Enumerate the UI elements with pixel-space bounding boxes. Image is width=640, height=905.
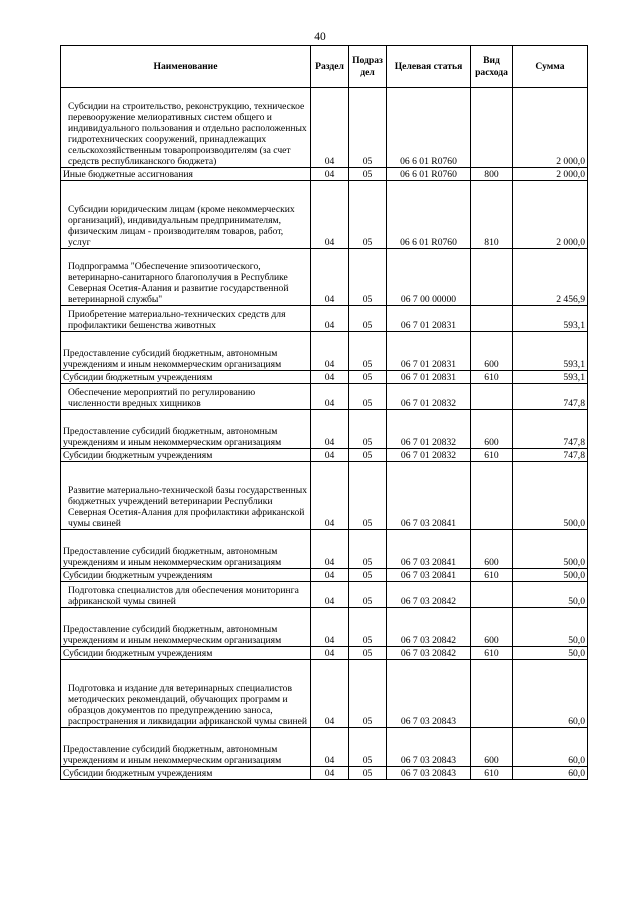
table-row	[61, 647, 588, 660]
cell-razdel: 04	[311, 384, 349, 410]
header-podrazdel: Подраз дел	[349, 46, 387, 88]
cell-vid: 800	[471, 168, 513, 181]
cell-razdel: 04	[311, 647, 349, 660]
cell-sum: 593,1	[513, 332, 588, 371]
cell-name: Иные бюджетные ассигнования	[61, 168, 311, 181]
header-sum: Сумма	[513, 46, 588, 88]
cell-razdel: 04	[311, 728, 349, 767]
cell-name: Предоставление субсидий бюджетным, автономным учреждениям и иным некоммерческим организациям	[61, 608, 311, 647]
cell-vid: 610	[471, 449, 513, 462]
cell-target: 06 7 03 20842	[387, 582, 471, 608]
cell-target: 06 7 03 20843	[387, 660, 471, 728]
cell-sum: 2 000,0	[513, 168, 588, 181]
cell-razdel: 04	[311, 767, 349, 780]
budget-table	[60, 45, 588, 780]
cell-razdel: 04	[311, 449, 349, 462]
table-body	[61, 88, 588, 780]
header-razdel: Раздел	[311, 46, 349, 88]
table-row	[61, 249, 588, 306]
table-row	[61, 168, 588, 181]
cell-sum: 500,0	[513, 530, 588, 569]
cell-podrazdel: 05	[349, 249, 387, 306]
cell-name: Обеспечение мероприятий по регулированию численности вредных хищников	[61, 384, 311, 410]
cell-razdel: 04	[311, 306, 349, 332]
cell-name: Субсидии бюджетным учреждениям	[61, 449, 311, 462]
cell-vid: 810	[471, 181, 513, 249]
cell-podrazdel: 05	[349, 306, 387, 332]
cell-sum: 2 456,9	[513, 249, 588, 306]
cell-sum: 50,0	[513, 608, 588, 647]
cell-razdel: 04	[311, 530, 349, 569]
cell-target: 06 7 01 20831	[387, 332, 471, 371]
table-row	[61, 449, 588, 462]
cell-podrazdel: 05	[349, 582, 387, 608]
table-row	[61, 767, 588, 780]
cell-vid	[471, 88, 513, 168]
table-row	[61, 462, 588, 530]
cell-vid	[471, 306, 513, 332]
cell-razdel: 04	[311, 88, 349, 168]
cell-name: Субсидии юридическим лицам (кроме некоммерческих организаций), индивидуальным предпринимателям, физическим лицам - производителям товаров, работ, услуг	[61, 181, 311, 249]
cell-sum: 2 000,0	[513, 181, 588, 249]
cell-vid: 610	[471, 569, 513, 582]
cell-razdel: 04	[311, 608, 349, 647]
table-row	[61, 608, 588, 647]
cell-razdel: 04	[311, 582, 349, 608]
cell-vid: 610	[471, 767, 513, 780]
cell-sum: 500,0	[513, 569, 588, 582]
cell-target: 06 7 03 20841	[387, 569, 471, 582]
cell-target: 06 7 03 20843	[387, 767, 471, 780]
cell-name: Субсидии бюджетным учреждениям	[61, 569, 311, 582]
cell-razdel: 04	[311, 410, 349, 449]
table-row	[61, 332, 588, 371]
cell-name: Субсидии бюджетным учреждениям	[61, 767, 311, 780]
table-row	[61, 371, 588, 384]
cell-name: Подпрограмма "Обеспечение эпизоотического, ветеринарно-санитарного благополучия в Республике Северная Осетия-Алания и развитие государственной ветеринарной службы"	[61, 249, 311, 306]
cell-name: Предоставление субсидий бюджетным, автономным учреждениям и иным некоммерческим организациям	[61, 410, 311, 449]
cell-sum: 747,8	[513, 384, 588, 410]
cell-podrazdel: 05	[349, 728, 387, 767]
cell-vid	[471, 249, 513, 306]
table-row	[61, 582, 588, 608]
page-number: 40	[314, 31, 326, 43]
cell-podrazdel: 05	[349, 410, 387, 449]
cell-podrazdel: 05	[349, 168, 387, 181]
cell-target: 06 7 01 20831	[387, 371, 471, 384]
cell-name: Предоставление субсидий бюджетным, автономным учреждениям и иным некоммерческим организациям	[61, 332, 311, 371]
cell-target: 06 7 01 20832	[387, 449, 471, 462]
cell-sum: 2 000,0	[513, 88, 588, 168]
cell-target: 06 7 01 20832	[387, 410, 471, 449]
cell-target: 06 6 01 R0760	[387, 181, 471, 249]
cell-razdel: 04	[311, 569, 349, 582]
cell-name: Подготовка специалистов для обеспечения мониторинга африканской чумы свиней	[61, 582, 311, 608]
cell-name: Предоставление субсидий бюджетным, автономным учреждениям и иным некоммерческим организациям	[61, 728, 311, 767]
cell-sum: 60,0	[513, 660, 588, 728]
table-row	[61, 728, 588, 767]
cell-razdel: 04	[311, 332, 349, 371]
cell-target: 06 7 03 20841	[387, 530, 471, 569]
cell-name: Подготовка и издание для ветеринарных специалистов методических рекомендаций, обучающих программ и образцов документов по предупреждению заноса, распространения и ликвидации африканской чумы свиней	[61, 660, 311, 728]
cell-target: 06 7 01 20832	[387, 384, 471, 410]
cell-vid	[471, 462, 513, 530]
table-row	[61, 181, 588, 249]
cell-sum: 50,0	[513, 582, 588, 608]
cell-vid: 600	[471, 728, 513, 767]
cell-vid: 610	[471, 647, 513, 660]
cell-name: Субсидии бюджетным учреждениям	[61, 371, 311, 384]
cell-podrazdel: 05	[349, 384, 387, 410]
cell-target: 06 7 03 20841	[387, 462, 471, 530]
table-row	[61, 569, 588, 582]
cell-razdel: 04	[311, 181, 349, 249]
cell-podrazdel: 05	[349, 530, 387, 569]
cell-vid	[471, 384, 513, 410]
cell-target: 06 7 00 00000	[387, 249, 471, 306]
header-name: Наименование	[61, 46, 311, 88]
cell-podrazdel: 05	[349, 608, 387, 647]
table-row	[61, 660, 588, 728]
cell-vid: 600	[471, 410, 513, 449]
header-vid: Вид расхода	[471, 46, 513, 88]
cell-sum: 50,0	[513, 647, 588, 660]
cell-vid: 600	[471, 332, 513, 371]
cell-target: 06 6 01 R0760	[387, 88, 471, 168]
cell-sum: 747,8	[513, 410, 588, 449]
cell-vid: 600	[471, 530, 513, 569]
cell-razdel: 04	[311, 249, 349, 306]
cell-razdel: 04	[311, 462, 349, 530]
table-row	[61, 384, 588, 410]
cell-podrazdel: 05	[349, 88, 387, 168]
cell-sum: 747,8	[513, 449, 588, 462]
cell-name: Приобретение материально-технических средств для профилактики бешенства животных	[61, 306, 311, 332]
cell-podrazdel: 05	[349, 181, 387, 249]
cell-sum: 593,1	[513, 306, 588, 332]
cell-podrazdel: 05	[349, 569, 387, 582]
cell-sum: 60,0	[513, 767, 588, 780]
cell-vid	[471, 660, 513, 728]
cell-razdel: 04	[311, 168, 349, 181]
cell-sum: 593,1	[513, 371, 588, 384]
cell-podrazdel: 05	[349, 647, 387, 660]
table-header	[61, 46, 588, 88]
table-row	[61, 410, 588, 449]
cell-podrazdel: 05	[349, 767, 387, 780]
cell-name: Субсидии на строительство, реконструкцию, техническое перевооружение мелиоративных систем общего и индивидуального пользования и отдельно расположенных гидротехнических сооружений, принадлежащих сельскохозяйственным товаропроизводителям (за счет средств республиканского бюджета)	[61, 88, 311, 168]
cell-name: Предоставление субсидий бюджетным, автономным учреждениям и иным некоммерческим организациям	[61, 530, 311, 569]
cell-target: 06 7 03 20842	[387, 647, 471, 660]
cell-vid	[471, 582, 513, 608]
cell-sum: 500,0	[513, 462, 588, 530]
cell-target: 06 7 01 20831	[387, 306, 471, 332]
header-target: Целевая статья	[387, 46, 471, 88]
cell-name: Развитие материально-технической базы государственных бюджетных учреждений ветеринарии Республики Северная Осетия-Алания для профилактики африканской чумы свиней	[61, 462, 311, 530]
table-row	[61, 306, 588, 332]
cell-podrazdel: 05	[349, 462, 387, 530]
cell-sum: 60,0	[513, 728, 588, 767]
cell-podrazdel: 05	[349, 332, 387, 371]
cell-name: Субсидии бюджетным учреждениям	[61, 647, 311, 660]
cell-vid: 600	[471, 608, 513, 647]
cell-podrazdel: 05	[349, 371, 387, 384]
cell-vid: 610	[471, 371, 513, 384]
cell-target: 06 7 03 20842	[387, 608, 471, 647]
cell-podrazdel: 05	[349, 449, 387, 462]
cell-razdel: 04	[311, 660, 349, 728]
cell-target: 06 6 01 R0760	[387, 168, 471, 181]
cell-target: 06 7 03 20843	[387, 728, 471, 767]
table-row	[61, 530, 588, 569]
cell-podrazdel: 05	[349, 660, 387, 728]
table-row	[61, 88, 588, 168]
cell-razdel: 04	[311, 371, 349, 384]
